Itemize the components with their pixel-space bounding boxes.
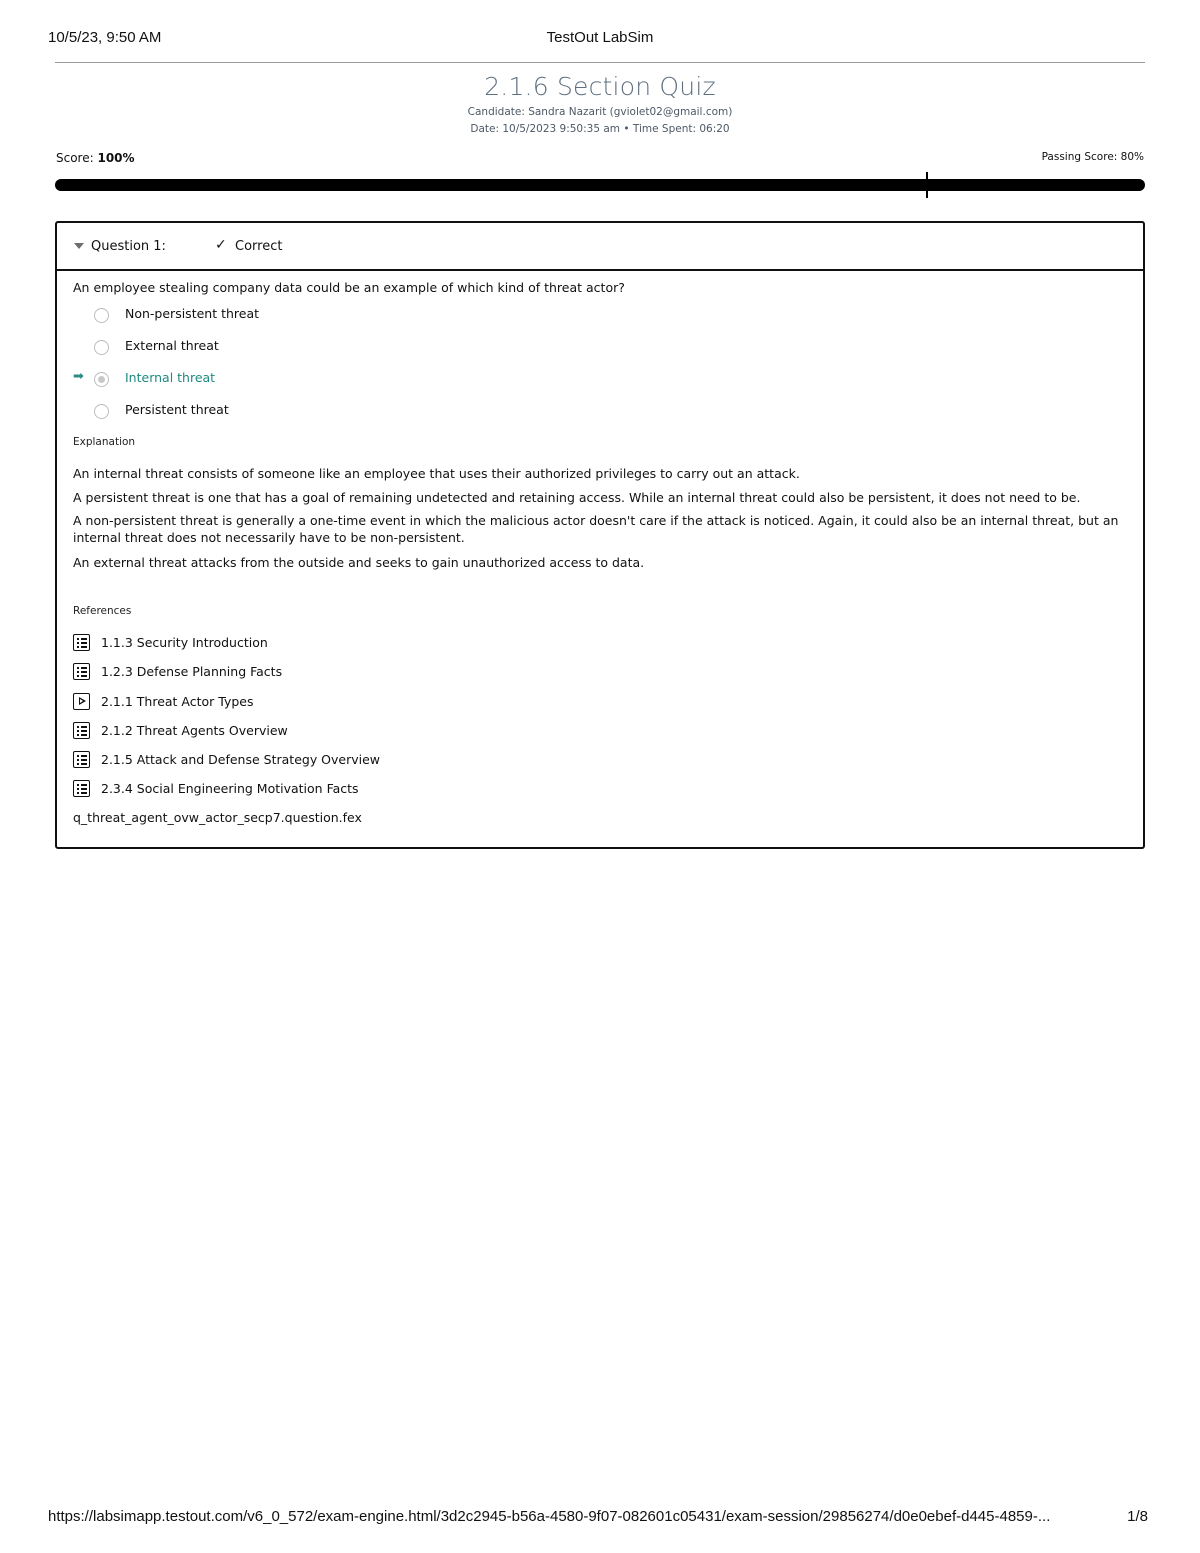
checkmark-icon: ✓	[215, 237, 227, 253]
reference-label[interactable]: 1.1.3 Security Introduction	[101, 635, 268, 650]
video-lesson-icon	[73, 693, 90, 710]
text-lesson-icon	[73, 751, 90, 768]
explanation-heading: Explanation	[73, 436, 136, 448]
score-progress-fill	[55, 179, 1145, 191]
radio-button[interactable]	[94, 308, 109, 323]
print-site-title: TestOut LabSim	[546, 29, 654, 46]
header-divider	[55, 62, 1145, 63]
print-datetime: 10/5/23, 9:50 AM	[48, 29, 162, 46]
score-label: Score:	[56, 151, 98, 165]
print-url: https://labsimapp.testout.com/v6_0_572/exam-engine.html/3d2c2945-b56a-4580-9f07-082601c05431/exam-session/29856274/d0e0ebef-d445-4859-...	[48, 1508, 1051, 1525]
question-card	[55, 221, 1145, 849]
question-number: Question 1:	[91, 239, 166, 254]
reference-link[interactable]	[73, 751, 773, 773]
date-time-spent: Date: 10/5/2023 9:50:35 am • Time Spent: 06:20	[470, 123, 730, 135]
text-lesson-icon	[73, 663, 90, 680]
reference-label[interactable]: 2.1.2 Threat Agents Overview	[101, 723, 288, 738]
score-value: 100%	[97, 151, 135, 165]
reference-label[interactable]: 2.1.1 Threat Actor Types	[101, 694, 254, 709]
text-lesson-icon	[73, 634, 90, 651]
references-heading: References	[73, 605, 132, 617]
score-display	[56, 151, 135, 165]
print-header	[0, 0, 1200, 62]
text-lesson-icon	[73, 780, 90, 797]
text-lesson-icon	[73, 722, 90, 739]
reference-label[interactable]: 1.2.3 Defense Planning Facts	[101, 664, 283, 679]
explanation-paragraph: An internal threat consists of someone like an employee that uses their authorized privileges to carry out an attack.	[73, 466, 800, 481]
radio-button-selected[interactable]	[94, 372, 109, 387]
reference-label[interactable]: 2.1.5 Attack and Defense Strategy Overview	[101, 752, 381, 767]
answer-option-selected[interactable]	[73, 369, 673, 389]
answer-option-label: External threat	[125, 338, 219, 353]
radio-button[interactable]	[94, 340, 109, 355]
explanation-paragraph: An external threat attacks from the outside and seeks to gain unauthorized access to data.	[73, 555, 645, 570]
answer-option[interactable]	[73, 337, 673, 357]
page-number: 1/8	[1127, 1508, 1148, 1525]
score-progress-bar	[55, 179, 1145, 191]
reference-link[interactable]	[73, 693, 773, 715]
collapse-caret-icon[interactable]	[74, 243, 84, 249]
passing-score-marker	[926, 172, 928, 198]
reference-link[interactable]	[73, 663, 773, 685]
answer-option-label: Internal threat	[125, 370, 216, 385]
selected-arrow-icon: ➡	[73, 369, 84, 384]
question-file-id: q_threat_agent_ovw_actor_secp7.question.fex	[73, 810, 362, 825]
question-status: Correct	[235, 239, 283, 254]
question-text: An employee stealing company data could be an example of which kind of threat actor?	[73, 280, 625, 295]
reference-link[interactable]	[73, 634, 773, 656]
page-title: 2.1.6 Section Quiz	[484, 72, 716, 101]
radio-button[interactable]	[94, 404, 109, 419]
reference-label[interactable]: 2.3.4 Social Engineering Motivation Facts	[101, 781, 359, 796]
passing-score: Passing Score: 80%	[1041, 151, 1144, 163]
explanation-paragraph: A non-persistent threat is generally a one-time event in which the malicious actor doesn't care if the attack is noticed. Again, it could also be an internal threat, but an internal threat does not necessarily have to be non-persistent.	[73, 513, 1119, 545]
answer-option-label: Non-persistent threat	[125, 306, 260, 321]
answer-option-label: Persistent threat	[125, 402, 229, 417]
explanation-paragraph: A persistent threat is one that has a goal of remaining undetected and retaining access. While an internal threat could also be persistent, it does not need to be.	[73, 490, 1081, 505]
print-footer	[0, 1508, 1200, 1528]
question-header[interactable]	[57, 223, 1143, 271]
answer-option[interactable]	[73, 401, 673, 421]
answer-option[interactable]	[73, 305, 673, 325]
candidate-info: Candidate: Sandra Nazarit (gviolet02@gmail.com)	[467, 106, 733, 118]
reference-link[interactable]	[73, 722, 773, 744]
reference-link[interactable]	[73, 780, 773, 802]
